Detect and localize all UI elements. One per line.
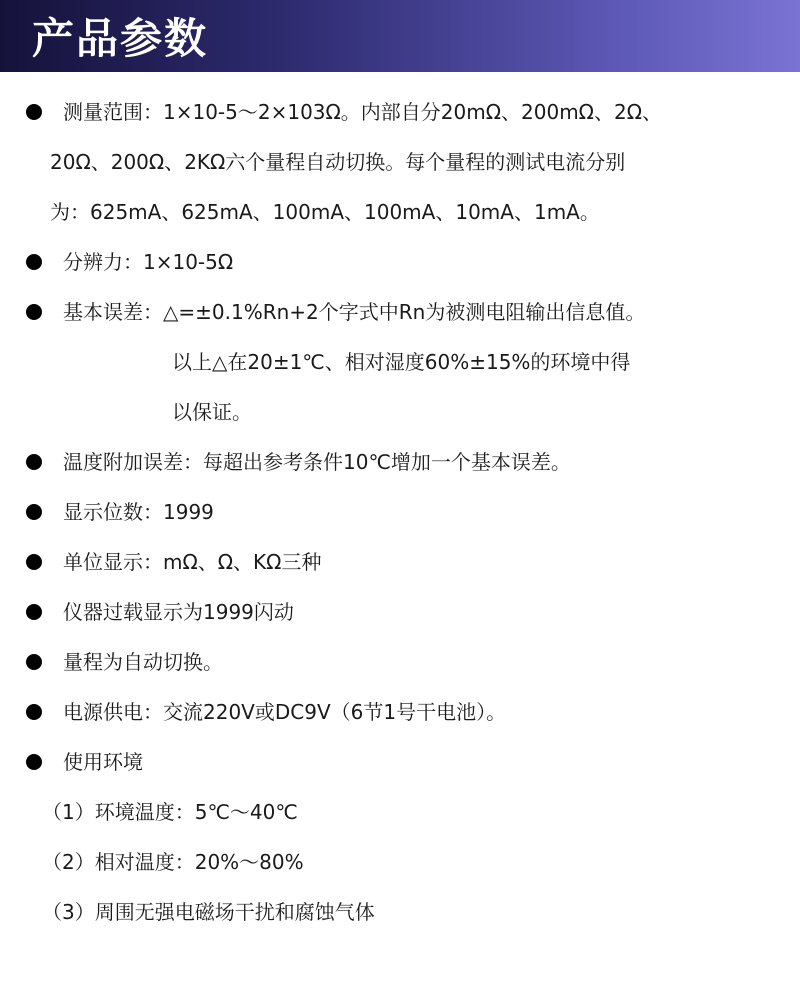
bullet-icon <box>26 754 42 770</box>
header-banner <box>0 0 800 72</box>
bullet-icon <box>26 104 42 120</box>
spec-item-resolution <box>20 237 790 287</box>
bullet-icon <box>26 304 42 320</box>
spec-item-auto-range <box>20 637 790 687</box>
spec-text: 使用环境 <box>63 750 143 774</box>
bullet-icon <box>26 454 42 470</box>
spec-continuation: 以保证。 <box>172 400 252 424</box>
bullet-icon <box>26 704 42 720</box>
spec-item-basic-error <box>20 287 790 337</box>
spec-item-overload <box>20 587 790 637</box>
spec-continuation: 以上△在20±1℃、相对湿度60%±15%的环境中得 <box>172 350 631 374</box>
spec-item-range <box>20 87 790 137</box>
spec-continuation: 为：625mA、625mA、100mA、100mA、10mA、1mA。 <box>50 200 600 224</box>
spec-text: 单位显示：mΩ、Ω、KΩ三种 <box>63 550 322 574</box>
spec-text: 电源供电：交流220V或DC9V（6节1号干电池）。 <box>63 700 507 724</box>
spec-continuation: 20Ω、200Ω、2KΩ六个量程自动切换。每个量程的测试电流分别 <box>50 150 626 174</box>
spec-list <box>0 87 800 937</box>
spec-text: 显示位数：1999 <box>63 500 214 524</box>
bullet-icon <box>26 504 42 520</box>
spec-item-temp-error <box>20 437 790 487</box>
spec-text: 分辨力：1×10-5Ω <box>63 250 234 274</box>
spec-text: 测量范围：1×10-5～2×103Ω。内部自分20mΩ、200mΩ、2Ω、 <box>63 100 662 124</box>
spec-item-display-digits <box>20 487 790 537</box>
spec-text: 量程为自动切换。 <box>63 650 223 674</box>
spec-text: 温度附加误差：每超出参考条件10℃增加一个基本误差。 <box>63 450 571 474</box>
env-subitem: （1）环境温度：5℃～40℃ <box>42 800 298 824</box>
env-subitem: （2）相对温度：20%～80% <box>42 850 304 874</box>
spec-item-power <box>20 687 790 737</box>
bullet-icon <box>26 604 42 620</box>
bullet-icon <box>26 554 42 570</box>
page-title: 产品参数 <box>32 14 209 63</box>
spec-item-unit-display <box>20 537 790 587</box>
spec-text: 基本误差：△=±0.1%Rn+2个字式中Rn为被测电阻输出信息值。 <box>63 300 646 324</box>
bullet-icon <box>26 654 42 670</box>
bullet-icon <box>26 254 42 270</box>
spec-text: 仪器过载显示为1999闪动 <box>63 600 294 624</box>
env-subitem: （3）周围无强电磁场干扰和腐蚀气体 <box>42 900 375 924</box>
spec-item-environment <box>20 737 790 787</box>
